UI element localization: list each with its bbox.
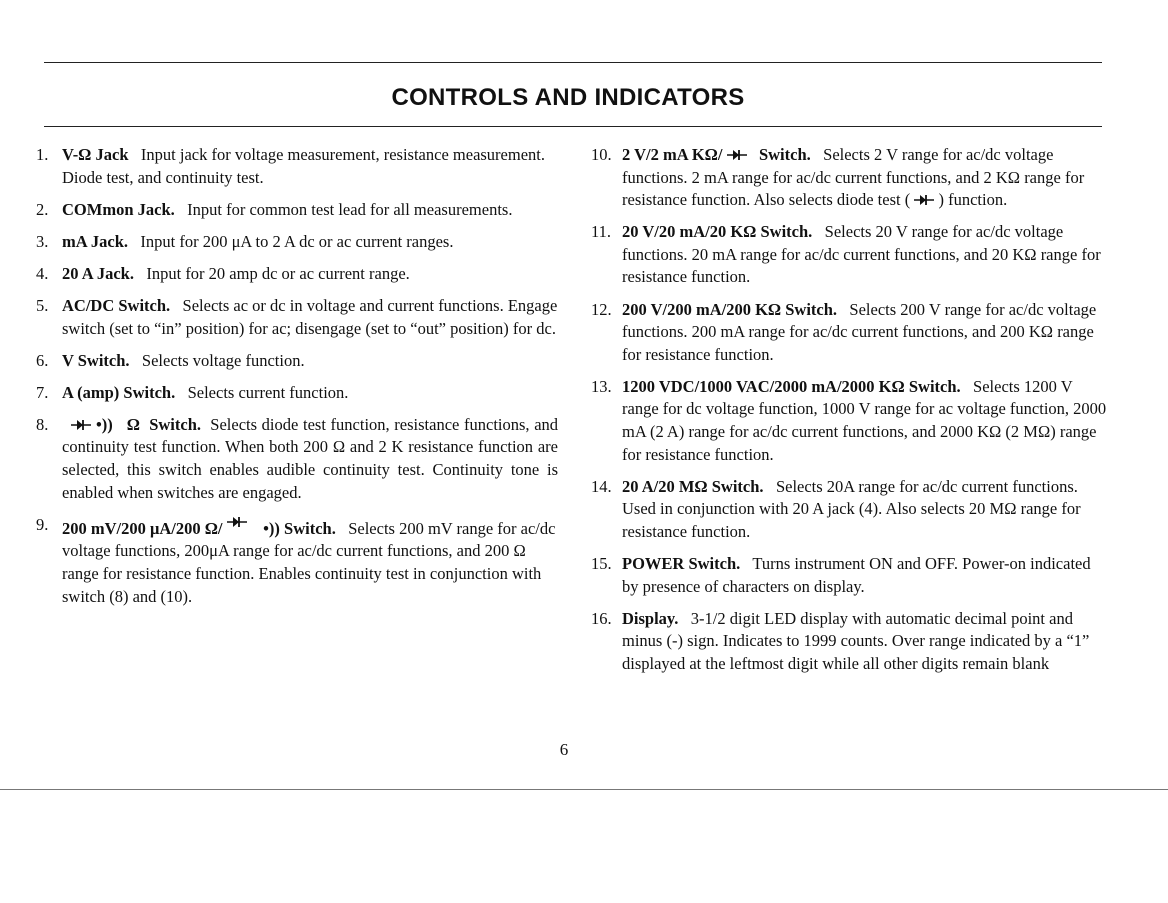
item-number: 12. xyxy=(591,299,612,319)
item-text: Input for common test lead for all measurements. xyxy=(187,199,513,219)
item-text: Selects 20A range for ac/dc current functions. Used in conjunction with 20 A jack (4). Also selects 20 MΩ range for resistance function. xyxy=(622,476,1081,541)
diode-symbol-icon xyxy=(727,147,747,163)
item-number: 5. xyxy=(36,295,49,315)
item-heading: 200 V/200 mA/200 KΩ Switch. xyxy=(622,299,838,319)
item-text: Selects diode test function, resistance functions, and continuity test function. When both 200 Ω and 2 K resistance function are selected, this switch enables audible continuity test. Continuity tone is enabled when switches are engaged. xyxy=(62,414,559,502)
page-number: 6 xyxy=(559,740,569,759)
item-text: Selects 200 mV range for ac/dc voltage functions, 200μA range for ac/dc current functions, and 200 Ω range for resistance function. Enables continuity test in conjunction with switch (8) and (10). xyxy=(62,518,556,606)
list-item xyxy=(591,299,1107,367)
item-heading: Switch. xyxy=(149,414,201,434)
list-item xyxy=(591,144,1107,212)
item-number: 10. xyxy=(591,145,612,164)
item-text: Selects 20 V range for ac/dc voltage functions. 20 mA range for ac/dc current functions, and 20 KΩ range for resistance function. xyxy=(622,222,1101,287)
diode-symbol-icon xyxy=(71,417,91,433)
item-text: Turns instrument ON and OFF. Power-on indicated by presence of characters on display. xyxy=(622,554,1091,596)
item-text: Selects voltage function. xyxy=(141,350,305,370)
list-item xyxy=(36,350,558,373)
left-column xyxy=(36,144,558,618)
item-heading: 2 V/2 mA KΩ/ xyxy=(622,145,723,164)
diode-symbol-icon xyxy=(227,514,247,530)
item-text: Input jack for voltage measurement, resistance measurement. Diode test, and continuity test. xyxy=(62,145,545,187)
item-number: 14. xyxy=(591,476,612,496)
item-text: 3-1/2 digit LED display with automatic decimal point and minus (-) sign. Indicates to 1999 counts. Over range indicated by a “1” displayed at the leftmost digit while all other digits remain blank xyxy=(622,608,1090,673)
item-heading: COMmon Jack. xyxy=(62,199,175,219)
list-item xyxy=(591,476,1107,544)
item-heading: 20 V/20 mA/20 KΩ Switch. xyxy=(622,222,813,242)
item-heading: V Switch. xyxy=(62,350,130,370)
item-text: Selects 200 V range for ac/dc voltage functions. 200 mA range for ac/dc current functions, and 200 KΩ range for resistance function. xyxy=(622,299,1097,364)
bottom-rule xyxy=(0,789,1168,790)
item-heading: Switch. xyxy=(758,145,811,164)
item-text: Selects ac or dc in voltage and current functions. Engage switch (set to “in” position) for ac; disengage (set to “out” position) for dc. xyxy=(62,295,558,338)
list-item xyxy=(591,608,1107,676)
item-heading: 20 A/20 MΩ Switch. xyxy=(622,476,764,496)
list-item xyxy=(36,263,558,286)
item-number: 15. xyxy=(591,554,612,573)
item-heading: 1200 VDC/1000 VAC/2000 mA/2000 KΩ Switch. xyxy=(622,376,961,396)
ohm-symbol: Ω xyxy=(126,414,140,434)
item-number: 8. xyxy=(36,414,49,434)
item-heading: AC/DC Switch. xyxy=(62,295,171,315)
item-heading: mA Jack. xyxy=(62,231,128,251)
item-number: 4. xyxy=(36,263,49,283)
title-rule xyxy=(44,126,1102,127)
list-item xyxy=(36,382,558,405)
item-heading: Display. xyxy=(622,608,679,628)
item-heading: 200 mV/200 μA/200 Ω/ xyxy=(62,518,223,538)
item-text: Selects 1200 V range for dc voltage function, 1000 V range for ac voltage function, 2000 mA (2 A) range for ac/dc current functions, and 2000 KΩ (2 MΩ) range for resistance function. xyxy=(622,376,1107,464)
list-item xyxy=(591,376,1107,466)
item-heading: 20 A Jack. xyxy=(62,263,134,283)
item-text: Input for 20 amp dc or ac current range. xyxy=(146,263,410,283)
list-item xyxy=(36,231,558,254)
item-number: 16. xyxy=(591,608,612,628)
top-rule xyxy=(44,62,1102,63)
item-number: 9. xyxy=(36,514,49,534)
item-heading: POWER Switch. xyxy=(622,554,741,573)
item-number: 13. xyxy=(591,376,612,396)
item-heading: V-Ω Jack xyxy=(62,145,129,164)
item-number: 3. xyxy=(36,231,49,251)
page-title: CONTROLS AND INDICATORS xyxy=(391,84,745,111)
item-number: 2. xyxy=(36,199,49,219)
item-text: ) function. xyxy=(938,190,1008,210)
right-column xyxy=(591,144,1107,685)
list-item xyxy=(36,295,558,340)
item-heading: A (amp) Switch. xyxy=(62,382,176,402)
list-item xyxy=(591,553,1107,598)
item-number: 1. xyxy=(36,145,49,164)
item-number: 7. xyxy=(36,382,49,402)
list-item xyxy=(36,514,558,608)
item-text: Selects 2 V range for ac/dc voltage functions. 2 mA range for ac/dc current functions, and 2 KΩ range for resistance function. Also selects diode test ( xyxy=(622,145,1085,210)
list-item xyxy=(591,221,1107,289)
continuity-sound-icon: •)) Switch. xyxy=(263,518,336,538)
continuity-sound-icon: •)) xyxy=(95,414,113,434)
item-text: Input for 200 μA to 2 A dc or ac current ranges. xyxy=(140,231,454,251)
item-text: Selects current function. xyxy=(187,382,349,402)
item-number: 6. xyxy=(36,350,49,370)
item-number: 11. xyxy=(591,222,612,242)
list-item xyxy=(36,414,558,504)
list-item xyxy=(36,144,558,189)
diode-symbol-icon xyxy=(914,192,934,208)
list-item xyxy=(36,199,558,222)
